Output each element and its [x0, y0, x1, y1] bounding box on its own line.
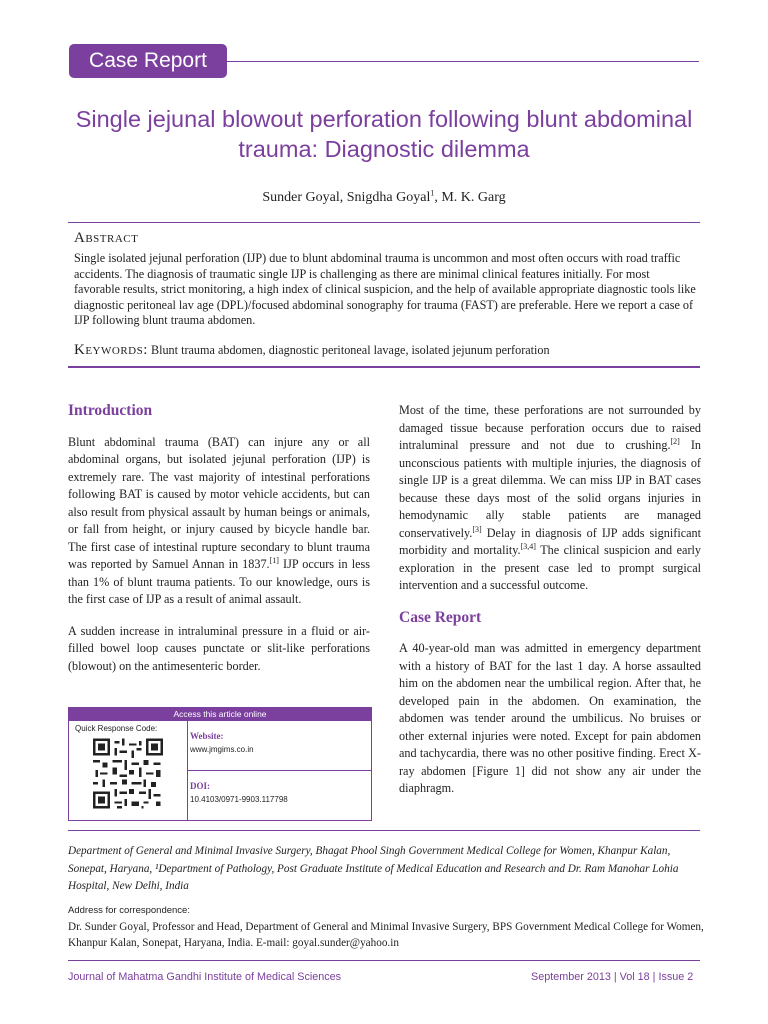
correspondence: [68, 903, 708, 951]
intro-paragraph-2: A sudden increase in intraluminal pressure in a fluid or air-filled bowel loop causes punctate or slit-like perforations (blowout) on the antimesenteric border.: [68, 623, 370, 673]
footer-issue: September 2013 | Vol 18 | Issue 2: [531, 971, 694, 983]
abstract-rule-bottom: [68, 366, 700, 368]
affiliation-rule: [68, 830, 700, 831]
authors-part2: , M. K. Garg: [434, 190, 506, 205]
article-title: Single jejunal blowout perforation following blunt abdominal trauma: Diagnostic dilemma: [75, 106, 693, 162]
left-column: [68, 402, 370, 689]
authors-sup: 1: [430, 188, 435, 198]
affiliation-text: Department of General and Minimal Invasive Surgery, Bhagat Phool Singh Government Medical College for Women, Khanpur Kalan, Sonepat, Haryana, ¹Department of Pathology, Post Graduate Institute of Medical Education and Research and Dr. Ram Manohar Lohia Hospital, New Delhi, India: [68, 845, 679, 892]
abstract-text: Single isolated jejunal perforation (IJP) due to blunt abdominal trauma is uncommon and most often occurs with road traffic accidents. The diagnosis of traumatic single IJP is challenging as there are minimal clinical features initially. For most favorable results, strict monitoring, a high index of clinical suspicion, and the help of available appropriate diagnostic tools like diagnostic peritoneal lav age (DPL)/focused abdominal sonography for trauma (FAST) are preferable. Here we report a case of IJP following blunt trauma abdomen.: [74, 251, 696, 327]
doi-label: DOI:: [190, 781, 210, 791]
correspondence-label: Address for correspondence:: [68, 905, 190, 916]
qr-code-icon[interactable]: [93, 737, 163, 810]
ref-3[interactable]: [3]: [472, 524, 482, 534]
section-banner: Case Report: [69, 44, 227, 78]
qr-label: Quick Response Code:: [75, 724, 158, 733]
abstract-rule-top: [68, 222, 700, 223]
access-divider-horizontal: [187, 770, 371, 771]
right-column: [399, 402, 701, 812]
introduction-heading: Introduction: [68, 402, 153, 419]
footer-journal: Journal of Mahatma Gandhi Institute of Medical Sciences: [68, 971, 342, 983]
abstract-box: [68, 222, 700, 368]
ref-3-4[interactable]: [3,4]: [520, 541, 536, 551]
keywords: [74, 342, 696, 359]
ref-1[interactable]: [1]: [269, 555, 279, 565]
ref-2[interactable]: [2]: [670, 436, 680, 446]
keywords-label: Keywords:: [74, 342, 148, 358]
doi-link[interactable]: 10.4103/0971-9903.117798: [190, 795, 288, 804]
case-report-heading: Case Report: [399, 608, 482, 626]
keywords-text: Blunt trauma abdomen, diagnostic peritoneal lavage, isolated jejunum perforation: [147, 343, 550, 357]
intro-paragraph-1: Blunt abdominal trauma (BAT) can injure any or all abdominal organs, but isolated jejunal perforation (IJP) is extremely rare. The vast majority of intestinal perforations following BAT is caused by motor vehicle accidents, but can also result from physical assault by human beings or animals, or fall from height, or injury caused by bicycle handle bar. The first case of intestinal rupture secondary to blunt trauma was reported by Samuel Annan in 1837.[1] IJP occurs in less than 1% of blunt trauma patients. To our knowledge, ours is the first case of IJP as a result of animal assault.: [68, 434, 370, 606]
website-label: Website:: [190, 731, 224, 741]
case-paragraph-1: A 40-year-old man was admitted in emergency department with a history of BAT for the last 1 day. A horse assaulted him on the abdomen near the umbilical region. After that, he developed pain in the abdomen. On examination, the abdomen was tender around the umbilicus. No bruises or other external injuries were noted. Except for pain abdomen and tachycardia, there was no other positive finding. Erect X-ray abdomen [Figure 1] did not show any air under the diaphragm.: [399, 641, 701, 795]
access-heading: Access this article online: [69, 708, 371, 721]
correspondence-text: Dr. Sunder Goyal, Professor and Head, Department of General and Minimal Invasive Surgery, BPS Government Medical College for Women, Khanpur Kalan, Sonepat, Haryana, India. E-mail: goyal.sunder@yahoo.in: [68, 921, 704, 949]
website-link[interactable]: www.jmgims.co.in: [190, 745, 254, 754]
access-article-box: [68, 707, 372, 821]
footer-rule: [68, 960, 700, 961]
abstract-heading: Abstract: [74, 230, 139, 246]
intro-paragraph-3: Most of the time, these perforations are not surrounded by damaged tissue because perforation occurs due to raised intraluminal pressure and not due to crushing.[2] In unconscious patients with multiple injuries, the diagnosis of single IJP is a great dilemma. We can miss IJP in BAT cases because these days most of the solid organs injuries in hemodynamic ally stable patients are managed conservatively.[3] Delay in diagnosis of IJP adds significant morbidity and mortality.[3,4] The clinical suspicion and early exploration in the present case led to prompt surgical intervention and a successful outcome.: [399, 403, 701, 592]
authors-part1: Sunder Goyal, Snigdha Goyal: [262, 190, 431, 205]
authors: [0, 190, 768, 206]
